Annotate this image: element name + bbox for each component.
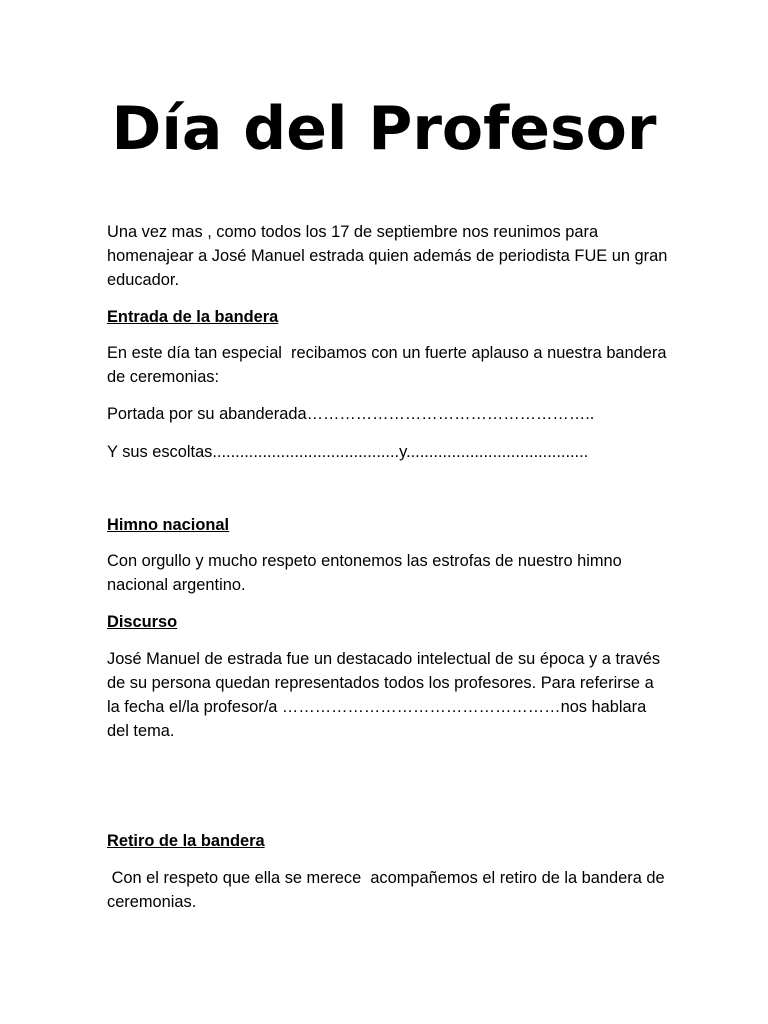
himno-paragraph: Con orgullo y mucho respeto entonemos las estrofas de nuestro himno nacional argentino. xyxy=(107,552,627,594)
escoltas-line: Y sus escoltas.........................................y........................................ xyxy=(107,443,589,461)
heading-entrada-bandera: Entrada de la bandera xyxy=(107,308,279,326)
discurso-paragraph: José Manuel de estrada fue un destacado intelectual de su época y a través de su persona quedan representados todos los profesores. Para referirse a la fecha el/la profesor/a ……………………………………………nos hablara del tema. xyxy=(107,650,665,740)
intro-paragraph: Una vez mas , como todos los 17 de septiembre nos reunimos para homenajear a José Manuel estrada quien además de periodista FUE un gran educador. xyxy=(107,223,672,289)
heading-discurso: Discurso xyxy=(107,613,178,631)
entrada-paragraph: En este día tan especial recibamos con un fuerte aplauso a nuestra bandera de ceremonias: xyxy=(107,344,672,386)
page-title: Día del Profesor xyxy=(111,94,657,164)
retiro-paragraph: Con el respeto que ella se merece acompañemos el retiro de la bandera de ceremonias. xyxy=(107,869,670,911)
heading-himno-nacional: Himno nacional xyxy=(107,516,230,534)
heading-retiro-bandera: Retiro de la bandera xyxy=(107,832,265,850)
abanderada-line: Portada por su abanderada…………………………………………….. xyxy=(107,405,595,423)
